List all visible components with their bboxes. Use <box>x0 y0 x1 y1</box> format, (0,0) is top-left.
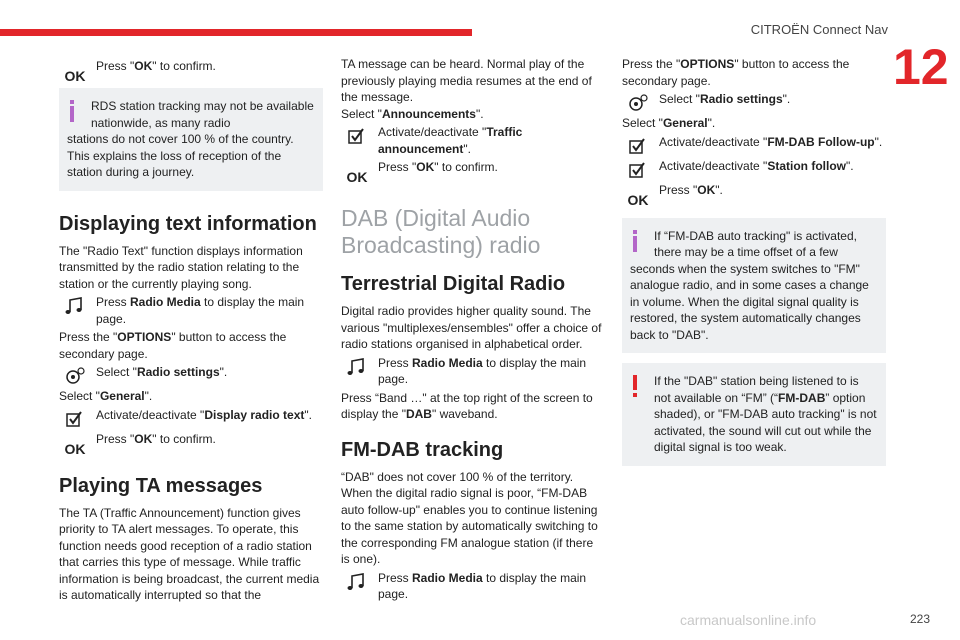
paragraph-general: Select "General". <box>59 389 153 403</box>
settings-gear-icon <box>63 366 87 386</box>
music-note-icon <box>345 357 369 377</box>
info-note-fm-dab: If “FM-DAB auto tracking" is activated, there may be a time offset of a few seconds when the system switches to "FM" analogue radio, and in some cases a change in volume. When the digital signal quality is restored, the system automatically changes back to "DAB". <box>622 218 886 354</box>
column-3 <box>622 56 886 476</box>
settings-gear-icon <box>626 93 650 113</box>
watermark: carmanualsonline.info <box>680 612 817 628</box>
page-number: 223 <box>909 612 930 626</box>
column-1 <box>59 56 323 604</box>
paragraph-options-2: Press the "OPTIONS" button to access the secondary page. <box>622 57 850 88</box>
paragraph-ta-continued: TA message can be heard. Normal play of the previously playing media resumes at the end of the message. <box>341 57 592 104</box>
heading-ta-messages: Playing TA messages <box>59 474 263 497</box>
ok-icon: OK <box>346 169 368 185</box>
paragraph-radio-text: The "Radio Text" function displays information transmitted by the radio station relating to the station or the currently playing song. <box>59 243 303 291</box>
column-2 <box>341 56 605 605</box>
heading-text-information: Displaying text information <box>59 212 317 235</box>
step-radio-media-2: Press Radio Media to display the main page. <box>341 355 605 388</box>
info-icon <box>67 100 77 122</box>
ok-icon: OK <box>64 440 86 457</box>
music-note-icon <box>63 296 87 316</box>
step-station-follow: Activate/deactivate "Station follow". <box>622 158 886 180</box>
paragraph-ta: The TA (Traffic Announcement) function gives priority to TA alert messages. To operate, this function needs good reception of a radio station that carries this type of message. While traffic information is being broadcast, the current media is automatically interrupted so that the <box>59 505 320 602</box>
step-display-radio-text: Activate/deactivate "Display radio text". <box>59 407 323 429</box>
paragraph-digital-radio: Digital radio provides higher quality sound. The various "multiplexes/ensembles" offer a choice of radio stations organised in alphabetical order. <box>341 304 602 351</box>
music-note-icon <box>345 572 369 592</box>
step-radio-media: Press Radio Media to display the main page. <box>59 294 323 327</box>
paragraph-general-2: Select "General". <box>622 116 716 130</box>
ok-icon: OK <box>64 68 86 84</box>
step-radio-media-3: Press Radio Media to display the main page. <box>341 570 605 603</box>
paragraph-announcements: Select "Announcements". <box>341 106 484 121</box>
step-ok-confirm-3: OK Press "OK" to confirm. <box>341 159 605 181</box>
step-ok-4: OK Press "OK". <box>622 182 886 204</box>
heading-terrestrial-digital-radio: Terrestrial Digital Radio <box>341 273 566 295</box>
header-title: CITROËN Connect Nav <box>750 22 888 37</box>
heading-dab-radio: DAB (Digital Audio Broadcasting) radio <box>341 205 541 258</box>
step-fm-dab-follow-up: Activate/deactivate "FM-DAB Follow-up". <box>622 134 886 156</box>
header-accent-bar <box>0 29 472 36</box>
warning-note-dab: If the "DAB" station being listened to is not available on “FM” (“FM-DAB” option shaded), or "FM-DAB auto tracking" is not activated, the sound will cut out while the digital signal is too weak. <box>622 363 886 466</box>
checkbox-icon <box>626 160 650 180</box>
heading-fm-dab-tracking: FM-DAB tracking <box>341 438 504 461</box>
warning-exclamation-icon <box>630 375 640 397</box>
ok-icon: OK <box>627 191 649 208</box>
checkbox-icon <box>63 409 87 429</box>
chapter-number: 12 <box>893 39 949 95</box>
step-ok-confirm-2: OK Press "OK" to confirm. <box>59 431 323 453</box>
info-note-rds: RDS station tracking may not be available nationwide, as many radio stations do not cover 100 % of the country. This explains the loss of reception of the station during a journey. <box>59 88 323 191</box>
step-traffic-announcement: Activate/deactivate "Traffic announcement". <box>341 124 605 157</box>
info-icon <box>630 230 640 252</box>
step-ok-confirm: OK Press "OK" to confirm. <box>59 58 323 80</box>
checkbox-icon <box>345 126 369 146</box>
paragraph-band: Press “Band …" at the top right of the screen to display the "DAB" waveband. <box>341 390 593 421</box>
paragraph-fm-dab: “DAB" does not cover 100 % of the territory. When the digital radio signal is poor, “FM-DAB auto follow-up" enables you to continue listening to the same station by automatically switching to the corresponding FM analogue station (if there is one). <box>341 469 598 566</box>
step-radio-settings: Select "Radio settings". <box>59 364 323 386</box>
paragraph-options: Press the "OPTIONS" button to access the secondary page. <box>59 330 287 361</box>
checkbox-icon <box>626 136 650 156</box>
step-radio-settings-2: Select "Radio settings". <box>622 91 886 113</box>
